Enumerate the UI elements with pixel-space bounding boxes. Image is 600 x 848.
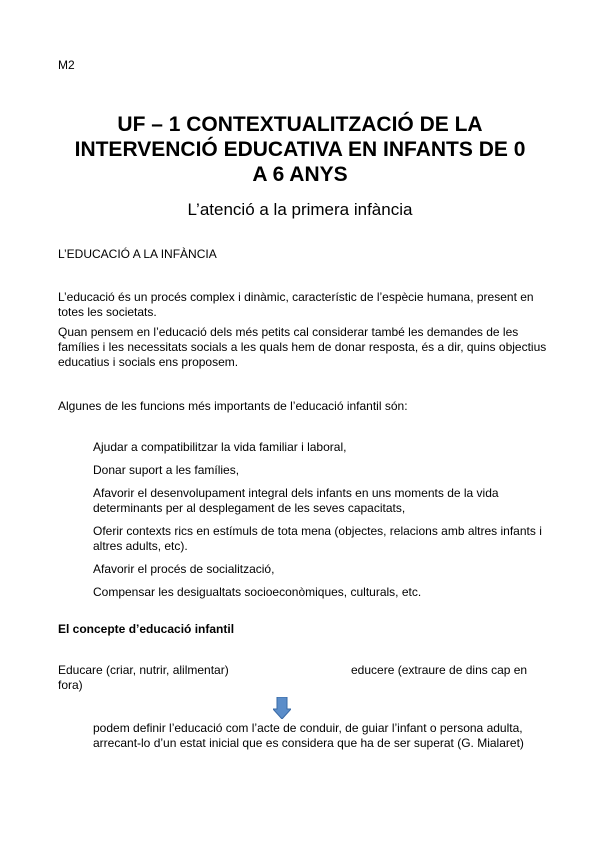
title-line-3: A 6 ANYS [252, 163, 348, 186]
down-arrow-icon [273, 697, 291, 719]
educare-term: Educare (criar, nutrir, alilmentar) [58, 663, 229, 677]
list-item: Compensar les desigualtats socioeconòmiques, culturals, etc. [93, 585, 422, 599]
list-item: Afavorir el desenvolupament integral dels infants en uns moments de la vida determinants per al desplegament de les seves capacitats, [93, 486, 499, 515]
page-subtitle: L’atenció a la primera infància [187, 200, 413, 219]
module-label: M2 [58, 58, 75, 72]
title-line-1: UF – 1 CONTEXTUALITZACIÓ DE LA [117, 113, 483, 136]
educere-term-continuation: fora) [58, 678, 83, 692]
list-item: Oferir contexts rics en estímuls de tota mena (objectes, relacions amb altres infants i altres adults, etc). [93, 524, 542, 553]
functions-list [93, 440, 553, 608]
intro-paragraph: L’educació és un procés complex i dinàmic, característic de l’espècie humana, present en totes les societats. [58, 290, 534, 319]
page-title [40, 112, 560, 187]
functions-intro: Algunes de les funcions més importants de l’educació infantil són: [58, 399, 408, 413]
title-line-2: INTERVENCIÓ EDUCATIVA EN INFANTS DE 0 [74, 138, 526, 161]
context-paragraph: Quan pensem en l’educació dels més petits cal considerar també les demandes de les famílies i les necessitats socials a les quals hem de donar resposta, és a dir, quins objectius educatius i socials ens proposem. [58, 325, 547, 369]
concept-heading: El concepte d’educació infantil [58, 622, 235, 636]
list-item: Donar suport a les famílies, [93, 463, 240, 477]
list-item: Ajudar a compatibilitzar la vida familiar i laboral, [93, 440, 347, 454]
definition-text: podem definir l’educació com l’acte de conduir, de guiar l’infant o persona adulta, arrecant-lo d’un estat inicial que es considera que ha de ser superat (G. Mialaret) [93, 721, 524, 750]
educere-term: educere (extraure de dins cap en [351, 663, 528, 677]
section-heading: L’EDUCACIÓ A LA INFÀNCIA [58, 247, 217, 261]
list-item: Afavorir el procés de socialització, [93, 562, 275, 576]
